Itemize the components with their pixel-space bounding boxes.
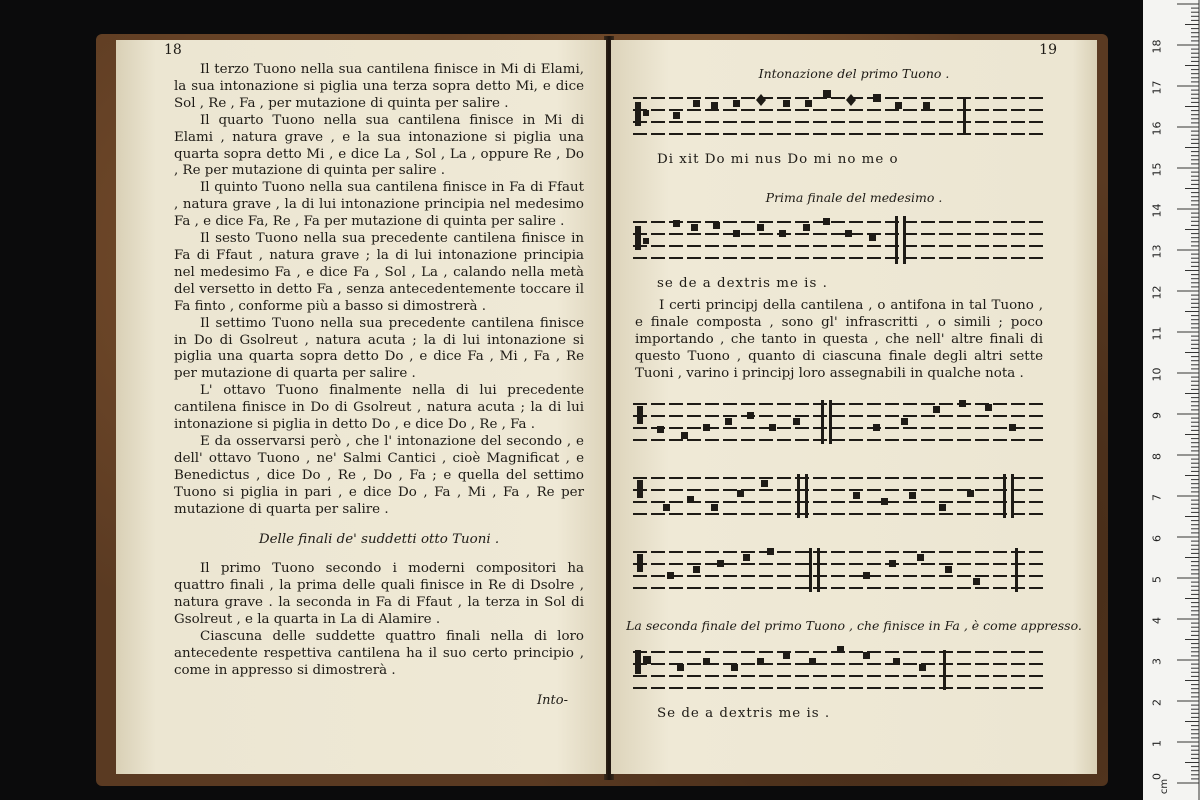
music-staff-4 — [633, 470, 1043, 526]
ruler-number: 14 — [1150, 203, 1164, 218]
paragraph: Il quinto Tuono nella sua cantilena finisce in Fa di Ffaut , natura grave , la di lui intonazione principia nel medesimo Fa , e dice Fa, Re , Fa per mutazione di quinta per salire . — [174, 180, 584, 230]
paragraph: Il sesto Tuono nella sua precedente cantilena finisce in Fa di Ffaut , natura grave ; la di lui intonazione principia nel medesimo Fa , e dice Fa , Sol , La , calando nella metà del versetto in detto Fa , senza antecedentemente toccare il Fa finto , conforme più a basso si dimostrerà . — [174, 231, 584, 314]
ruler-number: 0 — [1150, 773, 1164, 780]
ruler-number: 4 — [1150, 617, 1164, 624]
ruler-number: 13 — [1150, 244, 1164, 259]
music-staff-5 — [633, 544, 1043, 600]
page-number-left: 18 — [164, 42, 182, 58]
music-title-3: La seconda finale del primo Tuono , che finisce in Fa , è come appresso. — [626, 618, 1082, 633]
paragraph: Il settimo Tuono nella sua precedente cantilena finisce in Do di Gsolreut , natura acuta ; la di lui intonazione si piglia una quarta sopra detto Do , e dice Fa , Mi , Fa , Re per mutazione di quarta per salire . — [174, 315, 584, 382]
ruler-number: 6 — [1150, 535, 1164, 542]
music-lyrics-1: Di xit Do mi nus Do mi no me o — [657, 152, 899, 167]
ruler-number: 17 — [1150, 80, 1164, 95]
ruler-number: 18 — [1150, 39, 1164, 54]
music-staff-3 — [633, 396, 1043, 452]
ruler-number: 16 — [1150, 121, 1164, 136]
paragraph: Il terzo Tuono nella sua cantilena finisce in Mi di Elami, la sua intonazione si piglia una terza sopra detto Mi, e dice Sol , Re , Fa , per mutazione di quinta per salire . — [174, 62, 584, 111]
ruler-number: 10 — [1150, 367, 1164, 382]
section-title: Delle finali de' suddetti otto Tuoni . — [258, 532, 500, 548]
music-staff-6 — [633, 642, 1043, 702]
music-title-2: Prima finale del medesimo . — [765, 190, 943, 205]
music-lyrics-2: se de a dextris me is . — [657, 276, 828, 291]
music-title-1: Intonazione del primo Tuono . — [758, 66, 950, 81]
music-staff-1 — [633, 88, 1043, 148]
ruler-number: 2 — [1150, 699, 1164, 706]
right-page-paragraph: I certi principj della cantilena , o antifona in tal Tuono , e finale composta , sono gl' infrascritti , o simili ; poco importando , che tanto in questa , che nell' altre finali di questo Tuono , quanto di ciascuna finale degli altri sette Tuoni , varino i principj loro assegnabili in qualche nota . — [635, 298, 1043, 381]
ruler-number: 15 — [1150, 162, 1164, 177]
paragraph: E da osservarsi però , che l' intonazione del secondo , e dell' ottavo Tuono , ne' Salmi Cantici , cioè Magnificat , e Benedictus , dice Do , Re , Do , Fa ; e quella del settimo Tuono si piglia in pari , e dice Do , Fa , Mi , Fa , Re per mutazione di quarta per salire . — [174, 433, 584, 517]
ruler-number: 1 — [1150, 740, 1164, 747]
ruler-unit: cm — [1159, 778, 1171, 795]
music-lyrics-3: Se de a dextris me is . — [657, 706, 831, 721]
ruler-number: 8 — [1150, 453, 1164, 460]
paragraph: Il primo Tuono secondo i moderni compositori ha quattro finali , la prima delle quali finisce in Re di Dsolre , natura grave . la seconda in Fa di Ffaut , la terza in Sol di Gsolreut , e la quarta in La di Alamire . — [174, 561, 584, 628]
page-number-right: 19 — [1039, 42, 1057, 58]
paragraph: Il quarto Tuono nella sua cantilena finisce in Mi di Elami , natura grave , e la sua intonazione si piglia una quarta sopra detto Mi , e dice La , Sol , La , oppure Re , Do , Re per mutazione di quinta per salire . — [174, 112, 584, 179]
ruler-number: 3 — [1150, 658, 1164, 665]
left-page-text — [174, 62, 584, 680]
ruler-number: 12 — [1150, 285, 1164, 300]
scale-ruler — [1143, 0, 1200, 800]
catchword: Into- — [537, 693, 568, 708]
ruler-number: 5 — [1150, 576, 1164, 583]
music-staff-2 — [633, 212, 1043, 272]
paragraph: Ciascuna delle suddette quattro finali nella di loro antecedente respettiva cantilena ha il suo certo principio , come in appresso si dimostrerà . — [174, 629, 584, 678]
ruler-number: 7 — [1150, 494, 1164, 501]
ruler-number: 11 — [1150, 326, 1164, 341]
right-page — [611, 40, 1097, 774]
left-page — [116, 40, 606, 774]
paragraph: L' ottavo Tuono finalmente nella di lui precedente cantilena finisce in Do di Gsolreut , natura acuta ; la di lui intonazione si piglia in detto Do , e dice Do , Re , Fa . — [174, 383, 584, 433]
ruler-number: 9 — [1150, 412, 1164, 419]
